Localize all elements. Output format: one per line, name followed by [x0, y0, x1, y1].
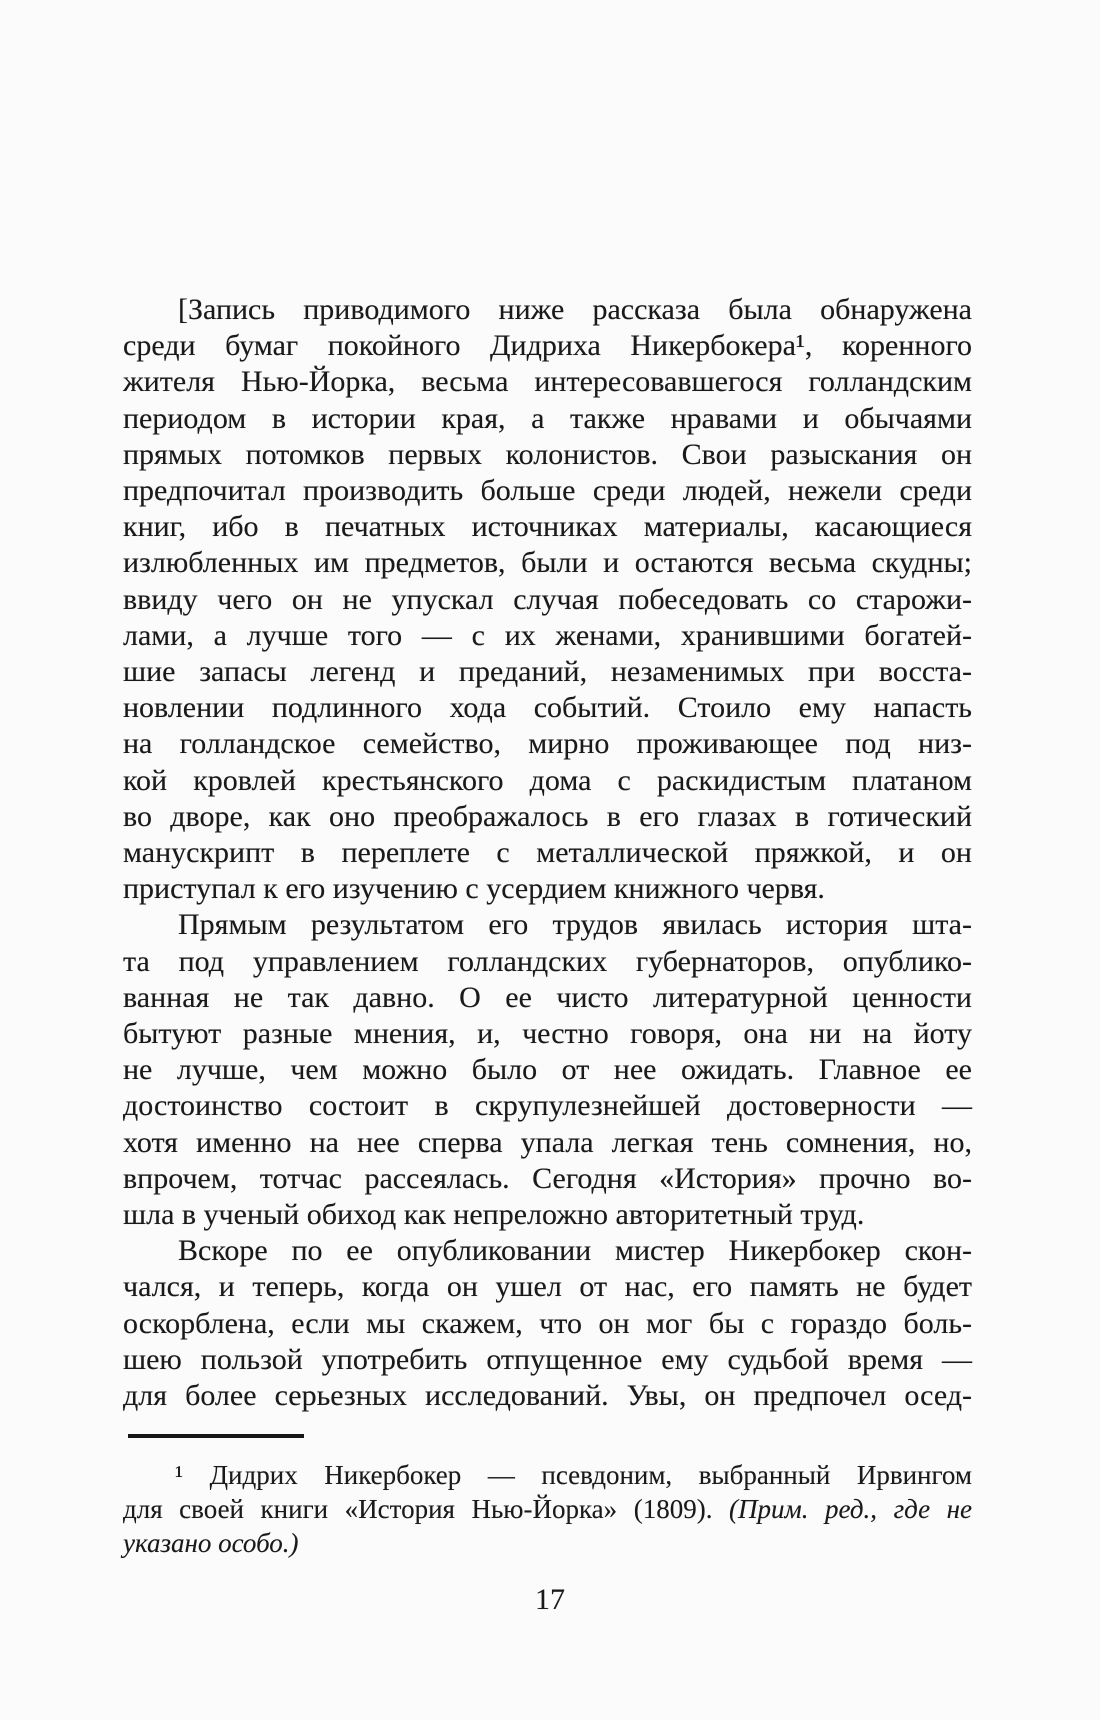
text-line: впрочем, тотчас рассеялась. Сегодня «История» прочно во- — [123, 1161, 972, 1195]
footnote-separator — [128, 1434, 304, 1438]
text-line: среди бумаг покойного Дидриха Никербокера¹, коренного — [123, 329, 972, 363]
footnote-text: для своей книги «История Нью-Йорка» (1809). — [123, 1494, 730, 1524]
text-line: лами, а лучше того — с их женами, хранившими богатей- — [123, 618, 972, 652]
text-line: оскорблена, если мы скажем, что он мог бы с гораздо боль- — [123, 1306, 972, 1340]
text-line: чался, и теперь, когда он ушел от нас, его память не будет — [123, 1270, 972, 1304]
text-line: прямых потомков первых колонистов. Свои разыскания он — [123, 437, 972, 471]
text-line: излюбленных им предметов, были и остаются весьма скудны; — [123, 546, 972, 580]
footnote-line — [123, 1492, 972, 1526]
text-line: не лучше, чем можно было от нее ожидать. Главное ее — [123, 1053, 972, 1087]
text-line: хотя именно на нее сперва упала легкая тень сомнения, но, — [123, 1125, 972, 1159]
text-line: книг, ибо в печатных источниках материалы, касающиеся — [123, 510, 972, 544]
text-line: [Запись приводимого ниже рассказа была обнаружена — [178, 293, 972, 326]
footnote-line: ¹ Дидрих Никербокер — псевдоним, выбранный Ирвингом — [175, 1460, 972, 1490]
editor-note-italic: (Прим. ред., где не — [729, 1494, 973, 1524]
text-line: Вскоре по ее опубликовании мистер Никербокер скон- — [178, 1234, 972, 1268]
page-number: 17 — [535, 1583, 565, 1616]
text-line: ввиду чего он не упускал случая побеседовать со старожи- — [123, 582, 972, 616]
text-line: манускрипт в переплете с металлической пряжкой, и он — [123, 836, 972, 870]
text-line: жителя Нью-Йорка, весьма интересовавшегося голландским — [123, 365, 972, 399]
text-line: Прямым результатом его трудов явилась история шта- — [178, 908, 972, 942]
text-line: та под управлением голландских губернаторов, опублико- — [123, 944, 972, 978]
text-line: бытуют разные мнения, и, честно говоря, она ни на йоту — [123, 1017, 972, 1051]
text-line: шла в ученый обиход как непреложно авторитетный труд. — [123, 1198, 865, 1232]
text-line: достоинство состоит в скрупулезнейшей достоверности — — [123, 1089, 972, 1123]
footnote — [123, 1458, 972, 1560]
text-line: шею пользой употребить отпущенное ему судьбой время — — [123, 1342, 972, 1376]
text-line: для более серьезных исследований. Увы, он предпочел осед- — [123, 1379, 972, 1413]
text-line: предпочитал производить больше среди людей, нежели среди — [123, 474, 972, 508]
text-line: во дворе, как оно преображалось в его глазах в готический — [123, 799, 972, 833]
body-text — [123, 292, 972, 1414]
text-line: ванная не так давно. О ее чисто литературной ценности — [123, 980, 972, 1014]
text-line: кой кровлей крестьянского дома с раскидистым платаном — [123, 763, 972, 797]
text-line: шие запасы легенд и преданий, незаменимых при восста- — [123, 655, 972, 689]
text-line: новлении подлинного хода событий. Стоило ему напасть — [123, 691, 972, 725]
text-line: на голландское семейство, мирно проживающее под низ- — [123, 727, 972, 761]
footnote-line: указано особо.) — [123, 1528, 299, 1558]
text-line: приступал к его изучению с усердием книжного червя. — [123, 872, 825, 906]
text-line: периодом в истории края, а также нравами и обычаями — [123, 401, 972, 435]
